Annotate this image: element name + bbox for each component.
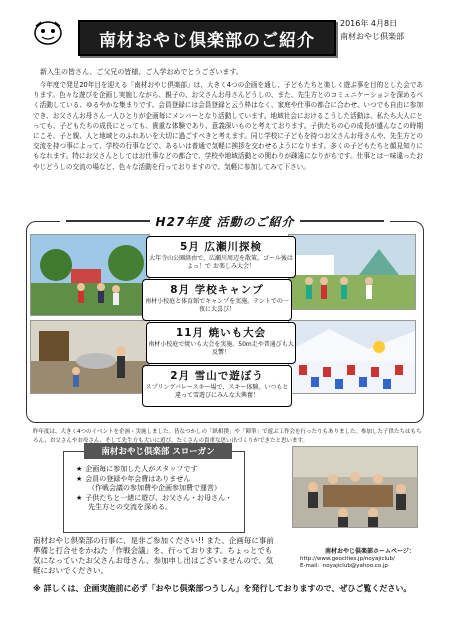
page-title: 南材おやじ倶楽部のご紹介 [99, 30, 315, 51]
event-desc: スプリングバレースキー場で、スキー体験。いつもと違って雪遊びにみんな大興奮！ [145, 384, 289, 399]
footer-note: ※ 詳しくは、企画実施前に必ず「おやじ倶楽部つうしん」を発行しておりますので、ぜひご覧ください。 [33, 584, 412, 593]
club-name: 南材おやじ倶楽部 [340, 32, 404, 41]
slogan-list [76, 465, 241, 513]
title-rule-left [66, 220, 150, 222]
event-may [146, 236, 296, 278]
event-heading: 5月 広瀬川探検 [180, 241, 262, 253]
slogan-item [76, 475, 241, 494]
invite-text: 南材おやじ倶楽部の行事に、是非ご参加ください!! また、企画毎に事前準備と打合せをかねた「作戦会議」を、行っております。ちょっとでも気になっていたお父さんお母さん、参加申し出はございませんので、気軽においでください。 [33, 536, 274, 575]
star-icon: ★ [76, 493, 83, 502]
slogan-text: 子供たちと一緒に遊び、お父さん・お母さん・ [85, 493, 233, 502]
greeting: 新入生の皆さん、ご父兄の皆様、ご入学おめでとうございます。 [40, 68, 243, 76]
photo-sweet-potato [30, 320, 150, 394]
homepage-url-link[interactable]: http://www.geocities.jp/noyajiclub/ [300, 555, 395, 562]
event-desc: 南材小校庭と体育館でキャンプを実施。テントでの一夜に大喜び！ [145, 298, 289, 313]
event-desc: 大年寺山公園経由で、広瀬川周辺を散策。ゴール後はよっ！で お楽しみ大会！ [149, 255, 293, 270]
homepage-email-link[interactable]: E-mail：noyajiclub@yahoo.co.jp [300, 563, 388, 569]
photo-hirose-river [30, 234, 150, 316]
slogan-text: 会員の登録や年会費はありません [85, 474, 191, 483]
event-heading: 8月 学校キャンプ [170, 284, 264, 296]
slogan-text: 企画毎に参加した人がスタッフです [85, 465, 198, 473]
slogan-title: 南材おやじ倶楽部 スローガン [84, 443, 232, 459]
photo-snow-mountain [288, 320, 416, 394]
event-heading: 11月 焼いも大会 [175, 327, 267, 339]
star-icon: ★ [76, 474, 83, 483]
slogan-subtext: 先生方との交流を深める。 [88, 503, 172, 511]
activities-title-bar [60, 213, 390, 229]
photo-school-camp [288, 234, 416, 310]
star-icon: ★ [76, 465, 83, 473]
homepage-info [300, 548, 440, 571]
slogan-subtext: （作戦会議の参加費や企画参加費で運営） [88, 484, 221, 492]
activities-caption: 昨年度は、大きく4つのイベントを企画・実施しました。皆なつかしの「紙相撲」や「陣筆」で遊ぶ工作会を行ったりもありました。参加した子供たちはもちろん、お父さんやお母さん、そして先生方も大いに遊び、たくさんの貴重な思い出づくりができたと思います。 [33, 429, 422, 444]
title-banner [78, 20, 336, 56]
issue-date: 2016年 4月8日 [340, 19, 398, 28]
activities-title: H27年度 活動のご紹介 [155, 214, 295, 229]
club-logo-icon [33, 19, 63, 47]
event-november [146, 322, 296, 364]
event-heading: 2月 雪山で遊ぼう [170, 370, 264, 382]
title-rule-right [300, 220, 384, 222]
event-august [142, 279, 292, 321]
event-desc: 南材小校庭で焼いも大会を実施。50m走や普通びも大反響！ [148, 341, 294, 356]
photo-planning-meeting [292, 446, 418, 528]
homepage-title: 南材おやじ倶楽部ホームページ： [325, 548, 415, 555]
slogan-item [76, 465, 241, 475]
event-february [142, 365, 292, 407]
slogan-item [76, 494, 241, 513]
intro-body: 今年度で発足20年目を迎える「南材おやじ倶楽部」は、大きく4つの企画を通し、子どもたちと楽しく遊ぶ事を目的とした会であります。色々な遊びを企画し実施しながら、親子の、お父さんお母さんどうしの、また、先生方とのコミュニケーションを深めるべく活動している、ゆるやかな集まりです。会員登録には会員登録と云う枠はなく、家庭や仕事の都合に合わせ、いつでも自由に参加でき、お父さんお母さん一人ひとりが企画毎にメンバーとなり活動しています。地域社会におけるこうした活動は、私たち大人にとっても、子どもたちの成長にとっても、貴重な体験であり、意義深いものと考えております。子供たちの心の成長が盛んなこの時期にこそ、子と親、人と地域とのふれあいを大切に過ごすべきと考えます。同じ学校に子どもを持つお父さんお母さんや、先生方との交流を持つ事によって、学校の行事などで、あるいは普通で気軽に挨拶を交わせるようになります。多くの子どもたちと顔見知りにもなれます。特にお父さんとしてはお仕事などの都合で、学校や地域活動との関わりが疎遠になりがちです。仕事とは一味違ったおやじどうしの交流の場など、色々な活動を行っておりますので、気軽に参加してみて下さい。 [33, 81, 423, 171]
